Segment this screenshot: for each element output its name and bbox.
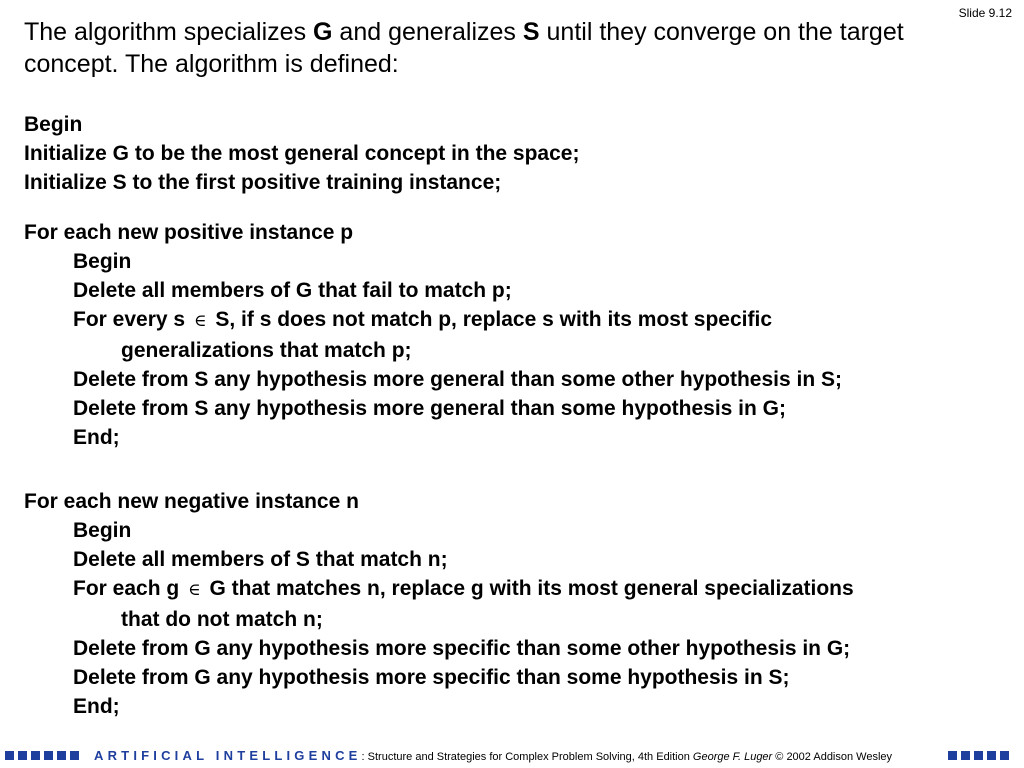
element-of-symbol: ∈: [193, 311, 207, 331]
positive-for-every-post: S, if s does not match p, replace s with its most specific: [215, 308, 773, 331]
square-icon: [70, 751, 79, 760]
square-icon: [1000, 751, 1009, 760]
negative-delete-g-specific: Delete from G any hypothesis more specific than some other hypothesis in G;: [73, 637, 851, 660]
negative-for-each-post: G that matches n, replace g with its most general specializations: [209, 577, 854, 600]
intro-paragraph: [24, 16, 954, 80]
square-icon: [31, 751, 40, 760]
square-icon: [948, 751, 957, 760]
footer-copyright: © 2002 Addison Wesley: [775, 751, 893, 763]
square-icon: [961, 751, 970, 760]
footer-text: [94, 748, 892, 763]
footer-squares-left: [5, 751, 79, 760]
negative-delete-s: Delete all members of S that match n;: [73, 548, 448, 571]
positive-delete-s-general: Delete from S any hypothesis more general than some other hypothesis in S;: [73, 368, 843, 391]
square-icon: [987, 751, 996, 760]
positive-for-every-pre: For every s: [73, 308, 186, 331]
negative-for-each-cont: that do not match n;: [121, 608, 323, 631]
intro-s: S: [522, 18, 540, 46]
intro-text-2: and generalizes: [332, 18, 523, 46]
positive-delete-s-vs-g: Delete from S any hypothesis more general than some hypothesis in G;: [73, 397, 787, 420]
footer-author: George F. Luger: [692, 751, 773, 763]
square-icon: [57, 751, 66, 760]
positive-header: For each new positive instance p: [24, 221, 354, 244]
footer-subtitle: : Structure and Strategies for Complex Problem Solving, 4th Edition: [361, 751, 693, 763]
algorithm-block: [24, 110, 1004, 721]
element-of-symbol: ∈: [188, 580, 201, 600]
positive-delete-g: Delete all members of G that fail to match p;: [73, 279, 512, 302]
intro-text-3: until they converge on the target concept. The algorithm is defined:: [24, 18, 904, 78]
positive-end: End;: [73, 426, 120, 449]
algo-begin: Begin: [24, 113, 83, 136]
negative-header: For each new negative instance n: [24, 490, 359, 513]
square-icon: [974, 751, 983, 760]
footer: [0, 745, 1024, 767]
negative-begin: Begin: [73, 519, 132, 542]
intro-g: G: [313, 18, 333, 46]
negative-for-each-pre: For each g: [73, 577, 180, 600]
algo-init-g: Initialize G to be the most general concept in the space;: [24, 142, 580, 165]
footer-ai-title: ARTIFICIAL INTELLIGENCE: [94, 748, 362, 763]
negative-end: End;: [73, 695, 120, 718]
positive-for-every-cont: generalizations that match p;: [121, 339, 412, 362]
square-icon: [44, 751, 53, 760]
positive-for-every: [24, 305, 1004, 336]
square-icon: [5, 751, 14, 760]
footer-squares-right: [948, 751, 1009, 760]
negative-for-each: [24, 574, 1004, 605]
intro-text-1: The algorithm specializes: [24, 18, 314, 46]
slide-number: Slide 9.12: [958, 6, 1012, 20]
positive-begin: Begin: [73, 250, 132, 273]
square-icon: [18, 751, 27, 760]
algo-init-s: Initialize S to the first positive training instance;: [24, 171, 502, 194]
negative-delete-g-vs-s: Delete from G any hypothesis more specific than some hypothesis in S;: [73, 666, 790, 689]
